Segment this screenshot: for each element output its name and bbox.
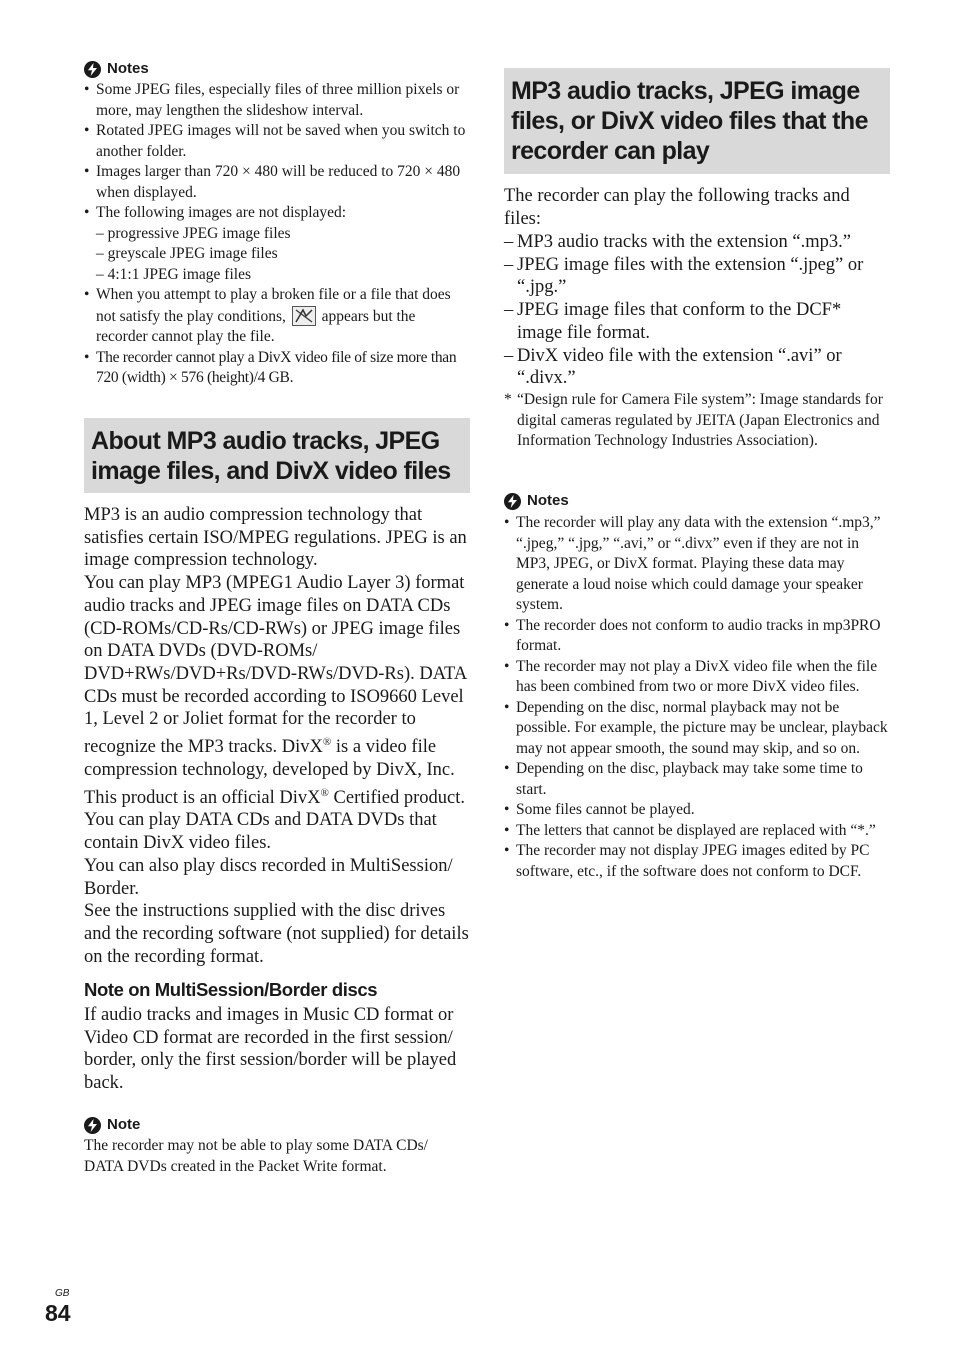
paragraph-part: You can play MP3 (MPEG1 Audio Layer 3) format audio tracks and JPEG image files on DATA CDs (CD-ROMs/CD-Rs/CD-RWs) or JPEG image files on DATA DVDs (DVD-ROMs/ DVD+RWs/DVD+Rs/DVD-RWs/DVD-Rs). DATA CDs must be recorded according to ISO9660 Level 1, Level 2 or Joliet format for the recorder to recognize the MP3 tracks. DivX	[84, 573, 467, 758]
notes-heading	[504, 492, 569, 510]
format-list	[504, 231, 890, 390]
region-code: GB	[55, 1288, 70, 1299]
list-item	[84, 285, 470, 348]
broken-file-text-after: appears but the recorder cannot play the file.	[96, 307, 416, 345]
footnote	[504, 390, 890, 452]
not-displayed-intro: The following images are not displayed:	[96, 204, 347, 221]
list-item: – JPEG image files with the extension “.jpeg” or “.jpg.”	[504, 254, 890, 299]
notes-label: Notes	[107, 60, 149, 77]
list-item: • The recorder may not play a DivX video file when the file has been combined from two or more DivX video files.	[504, 657, 890, 698]
registered-mark: ®	[320, 786, 329, 799]
notes-list	[84, 80, 470, 389]
paragraph: See the instructions supplied with the disc drives and the recording software (not supplied) for details on the recording format.	[84, 901, 469, 967]
note-text: The recorder may not be able to play some DATA CDs/ DATA DVDs created in the Packet Write format.	[84, 1137, 428, 1175]
paragraph: You can also play discs recorded in MultiSession/ Border.	[84, 855, 453, 899]
list-item: • The recorder may not display JPEG images edited by PC software, etc., if the software does not conform to DCF.	[504, 841, 890, 882]
footnote-marker: *	[504, 391, 512, 408]
note-lightning-icon	[84, 1117, 101, 1134]
note-label: Note	[107, 1116, 141, 1133]
paragraph-part: is a video file compression technology, developed by DivX, Inc. This product is an official DivX	[84, 737, 455, 808]
list-item: • Images larger than 720 × 480 will be reduced to 720 × 480 when displayed.	[84, 162, 470, 203]
list-item: • The recorder does not conform to audio tracks in mp3PRO format.	[504, 616, 890, 657]
list-item: • Depending on the disc, playback may take some time to start.	[504, 759, 890, 800]
multisession-paragraph: If audio tracks and images in Music CD format or Video CD format are recorded in the first session/ border, only the first session/border will be played back.	[84, 1005, 457, 1094]
sub-item: – 4:1:1 JPEG image files	[96, 265, 251, 283]
list-item: • Rotated JPEG images will not be saved when you switch to another folder.	[84, 121, 470, 162]
paragraph	[84, 572, 470, 855]
page-number: 84	[45, 1300, 71, 1326]
note-lightning-icon	[84, 61, 101, 78]
list-item: • Depending on the disc, normal playback may not be possible. For example, the picture may be unclear, playback may not appear smooth, the sound may skip, and so on.	[504, 698, 890, 760]
list-item: • The letters that cannot be displayed are replaced with “*.”	[504, 821, 890, 842]
section-banner-playable	[504, 68, 890, 174]
section-title: About MP3 audio tracks, JPEG image files, and DivX video files	[91, 427, 451, 485]
subheading: Note on MultiSession/Border discs	[84, 979, 378, 1000]
list-item: • Some files cannot be played.	[504, 800, 890, 821]
sub-item: – progressive JPEG image files	[96, 224, 291, 242]
registered-mark: ®	[322, 736, 332, 749]
list-item: – DivX video file with the extension “.avi” or “.divx.”	[504, 345, 890, 390]
cannot-play-icon	[292, 306, 316, 326]
footnote-text: “Design rule for Camera File system”: Image standards for digital cameras regulated by JEITA (Japan Electronics and Information Technology Industries Association).	[517, 391, 883, 449]
notes-label: Notes	[527, 492, 569, 509]
playable-intro: The recorder can play the following tracks and files:	[504, 186, 850, 229]
list-item: • The recorder cannot play a DivX video file of size more than 720 (width) × 576 (height)/4 GB.	[84, 348, 470, 389]
note-lightning-icon	[504, 493, 521, 510]
list-item	[84, 203, 470, 285]
list-item: • The recorder will play any data with the extension “.mp3,” “.jpeg,” “.jpg,” “.avi,” or “.divx” even if they are not in MP3, JPEG, or DivX format. Playing these data may generate a loud noise which could damage your speaker system.	[504, 513, 890, 616]
note-heading	[84, 1116, 140, 1134]
list-item: – MP3 audio tracks with the extension “.mp3.”	[504, 231, 890, 254]
sub-item: – greyscale JPEG image files	[96, 245, 278, 262]
section-title: MP3 audio tracks, JPEG image files, or DivX video files that the recorder can play	[511, 77, 868, 165]
paragraph-part: Certified product. You can play DATA CDs and DATA DVDs that contain DivX video files.	[84, 787, 466, 854]
paragraph: MP3 is an audio compression technology that satisfies certain ISO/MPEG regulations. JPEG is an image compression technology.	[84, 505, 467, 571]
about-body	[84, 504, 470, 968]
list-item: – JPEG image files that conform to the DCF* image file format.	[504, 299, 890, 344]
section-banner-about	[84, 418, 470, 493]
notes-list	[504, 513, 890, 882]
notes-heading	[84, 60, 149, 78]
broken-file-text-before: When you attempt to play a broken file or a file that does not satisfy the play conditions,	[96, 286, 451, 325]
list-item: • Some JPEG files, especially files of three million pixels or more, may lengthen the slideshow interval.	[84, 80, 470, 121]
